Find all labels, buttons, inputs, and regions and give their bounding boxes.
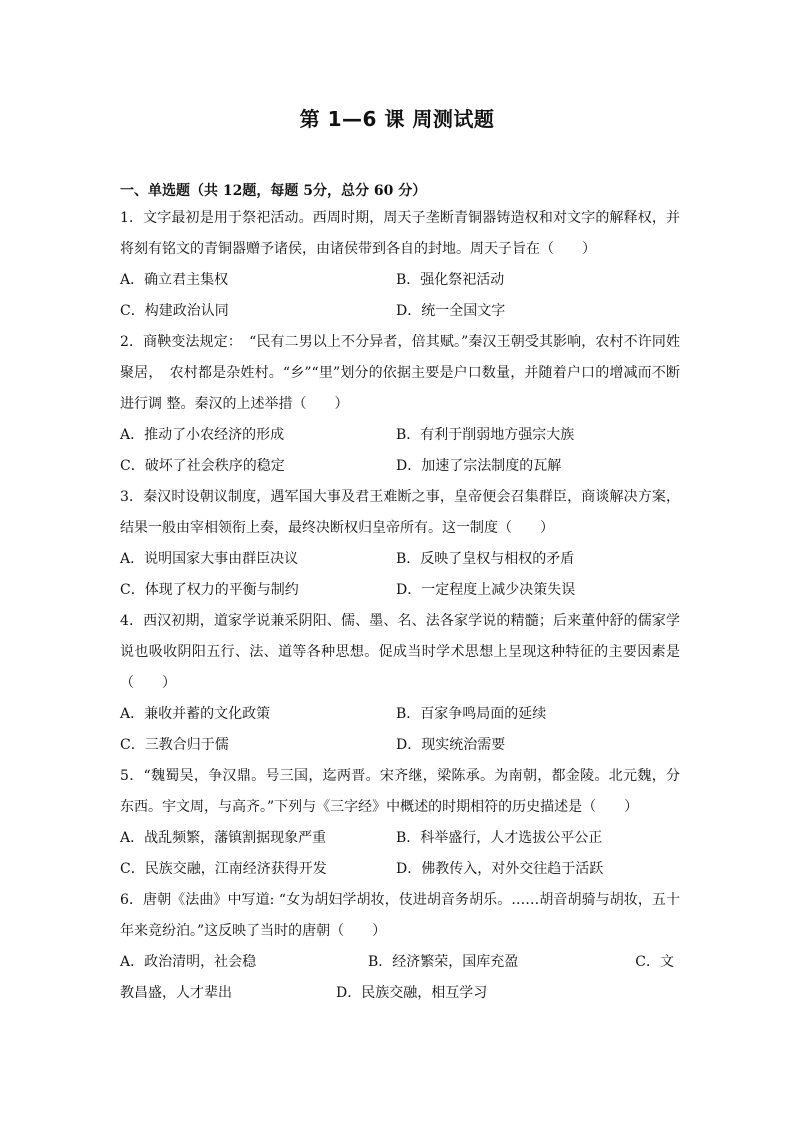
option-a: A．说明国家大事由群臣决议 <box>120 551 299 567</box>
question-2 <box>120 327 680 482</box>
option-a: A．兼收并蓄的文化政策 <box>120 706 271 722</box>
option-d: D．现实统治需要 <box>396 737 506 753</box>
option-c: C．文 <box>635 954 674 970</box>
option-b: B．科举盛行，人才选拔公平公正 <box>396 830 603 846</box>
option-b: B．反映了皇权与相权的矛盾 <box>396 551 575 567</box>
option-d: D．一定程度上减少决策失误 <box>396 582 576 598</box>
option-group <box>120 544 680 606</box>
option-group <box>120 823 680 885</box>
question-stem: 1．文字最初是用于祭祀活动。西周时期，周天子垄断青铜器铸造权和对文字的解释权，并将刻有铭文的青铜器赠予诸侯，由诸侯带到各自的封地。周天子旨在（ ） <box>120 210 680 257</box>
option-d: D．民族交融，相互学习 <box>336 985 488 1001</box>
question-list <box>120 203 680 1009</box>
question-stem: 3．秦汉时设朝议制度，遇军国大事及君王难断之事，皇帝便会召集群臣，商谈解决方案，结果一般由宰相领衔上奏，最终决断权归皇帝所有。这一制度（ ） <box>120 489 680 536</box>
option-b: B．经济繁荣，国库充盈 <box>368 954 519 970</box>
question-stem: 4．西汉初期，道家学说兼采阴阳、儒、墨、名、法各家学说的精髓；后来董仲舒的儒家学说也吸收阴阳五行、法、道等各种思想。促成当时学术思想上呈现这种特征的主要因素是（ ） <box>120 613 680 691</box>
option-a: A．战乱频繁，藩镇割据现象严重 <box>120 830 327 846</box>
option-c: C．体现了权力的平衡与制约 <box>120 582 299 598</box>
question-5 <box>120 761 680 885</box>
question-stem: 2．商鞅变法规定： “民有二男以上不分异者，倍其赋。”秦汉王朝受其影响，农村不许同姓聚居， 农村都是杂姓村。“乡”“里”划分的依据主要是户口数量，并随着户口的增减而不断进行调 整。秦汉的上述举措（ ） <box>120 334 680 412</box>
page-title: 第 1—6 课 周测试题 <box>299 107 495 131</box>
option-group <box>120 420 680 482</box>
question-6 <box>120 885 680 1009</box>
question-4 <box>120 606 680 761</box>
option-b: B．有利于削弱地方强宗大族 <box>396 427 575 443</box>
option-c: C．民族交融，江南经济获得开发 <box>120 861 327 877</box>
question-3 <box>120 482 680 606</box>
question-1 <box>120 203 680 327</box>
question-stem: 5．“魏蜀吴，争汉鼎。号三国，迄两晋。宋齐继，梁陈承。为南朝，都金陵。北元魏，分东西。宇文周，与高齐。”下列与《三字经》中概述的时期相符的历史描述是（ ） <box>120 768 680 815</box>
option-b: B．强化祭祀活动 <box>396 272 505 288</box>
option-group <box>120 265 680 327</box>
option-c-continued: 教昌盛，人才辈出 <box>120 985 232 1001</box>
option-group <box>120 947 680 1009</box>
option-c: C．三教合归于儒 <box>120 737 229 753</box>
option-d: D．加速了宗法制度的瓦解 <box>396 458 562 474</box>
option-d: D．佛教传入，对外交往趋于活跃 <box>396 861 604 877</box>
option-group <box>120 699 680 761</box>
option-a: A．确立君主集权 <box>120 272 229 288</box>
option-a: A．推动了小农经济的形成 <box>120 427 285 443</box>
option-b: B．百家争鸣局面的延续 <box>396 706 547 722</box>
option-d: D．统一全国文字 <box>396 303 506 319</box>
section-heading: 一、单选题（共 12题，每题 5分，总分 60 分） <box>120 183 427 199</box>
option-c: C．破坏了社会秩序的稳定 <box>120 458 285 474</box>
option-a: A．政治清明，社会稳 <box>120 954 257 970</box>
question-stem: 6．唐朝《法曲》中写道: “女为胡妇学胡妆，伎进胡音务胡乐。……胡音胡骑与胡妆，五十年来竞纷泊。”这反映了当时的唐朝（ ） <box>120 892 680 939</box>
option-c: C．构建政治认同 <box>120 303 229 319</box>
